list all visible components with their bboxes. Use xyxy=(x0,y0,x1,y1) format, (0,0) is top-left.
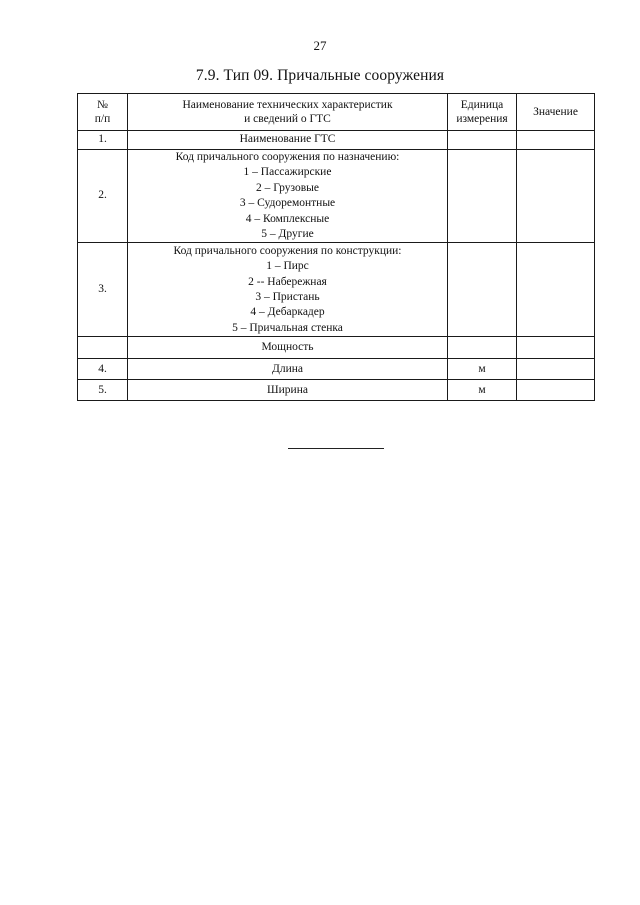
table-row xyxy=(78,359,595,380)
row-value xyxy=(517,337,595,359)
row-name xyxy=(128,150,448,243)
table-header-row xyxy=(78,94,595,131)
row-number: 2. xyxy=(78,150,128,243)
row-code-option: 1 – Пирс xyxy=(266,260,309,273)
table-row xyxy=(78,380,595,401)
page-number: 27 xyxy=(313,38,327,53)
row-value xyxy=(517,131,595,150)
row-unit xyxy=(448,337,517,359)
row-number: 3. xyxy=(78,243,128,337)
row-name: Мощность xyxy=(128,337,448,359)
row-code-option: 3 – Судоремонтные xyxy=(239,197,336,210)
row-code-option: 2 -- Набережная xyxy=(248,275,327,288)
row-code-option: 2 – Грузовые xyxy=(255,181,319,194)
footnote-divider xyxy=(288,448,384,449)
row-code-title: Код причального сооружения по назначению: xyxy=(175,151,400,163)
row-name: Наименование ГТС xyxy=(128,131,448,150)
row-unit xyxy=(448,243,517,337)
row-value xyxy=(517,359,595,380)
header-unit xyxy=(448,94,517,131)
row-code-option: 5 – Причальная стенка xyxy=(232,321,343,334)
table-row xyxy=(78,337,595,359)
table-row xyxy=(78,150,595,243)
row-value xyxy=(517,380,595,401)
row-number: 5. xyxy=(78,380,128,401)
row-value xyxy=(517,243,595,337)
table-row xyxy=(78,243,595,337)
row-number: 4. xyxy=(78,359,128,380)
section-title: 7.9. Тип 09. Причальные сооружения xyxy=(195,67,445,84)
row-code-option: 1 – Пассажирские xyxy=(243,166,332,179)
row-unit xyxy=(448,150,517,243)
header-number-line1: № xyxy=(97,99,108,111)
row-code-option: 4 – Комплексные xyxy=(245,212,330,225)
header-name xyxy=(128,94,448,131)
row-code-option: 4 – Дебаркадер xyxy=(250,306,325,319)
row-number xyxy=(78,337,128,359)
row-code-title: Код причального сооружения по конструкции: xyxy=(173,244,402,257)
header-number xyxy=(78,94,128,131)
header-unit-line1: Единица xyxy=(460,99,504,111)
characteristics-table xyxy=(77,93,595,401)
header-number-line2: п/п xyxy=(94,113,111,125)
row-unit: м xyxy=(448,359,517,380)
table-row xyxy=(78,131,595,150)
header-name-line1: Наименование технических характеристик xyxy=(182,99,393,111)
row-value xyxy=(517,150,595,243)
header-value: Значение xyxy=(517,94,595,131)
row-name xyxy=(128,243,448,337)
header-name-line2: и сведений о ГТС xyxy=(244,113,331,125)
row-unit xyxy=(448,131,517,150)
row-name: Ширина xyxy=(128,380,448,401)
row-code-option: 5 – Другие xyxy=(261,228,314,241)
row-number: 1. xyxy=(78,131,128,150)
row-name: Длина xyxy=(128,359,448,380)
header-unit-line2: измерения xyxy=(456,113,508,125)
row-unit: м xyxy=(448,380,517,401)
row-code-option: 3 – Пристань xyxy=(255,290,320,303)
